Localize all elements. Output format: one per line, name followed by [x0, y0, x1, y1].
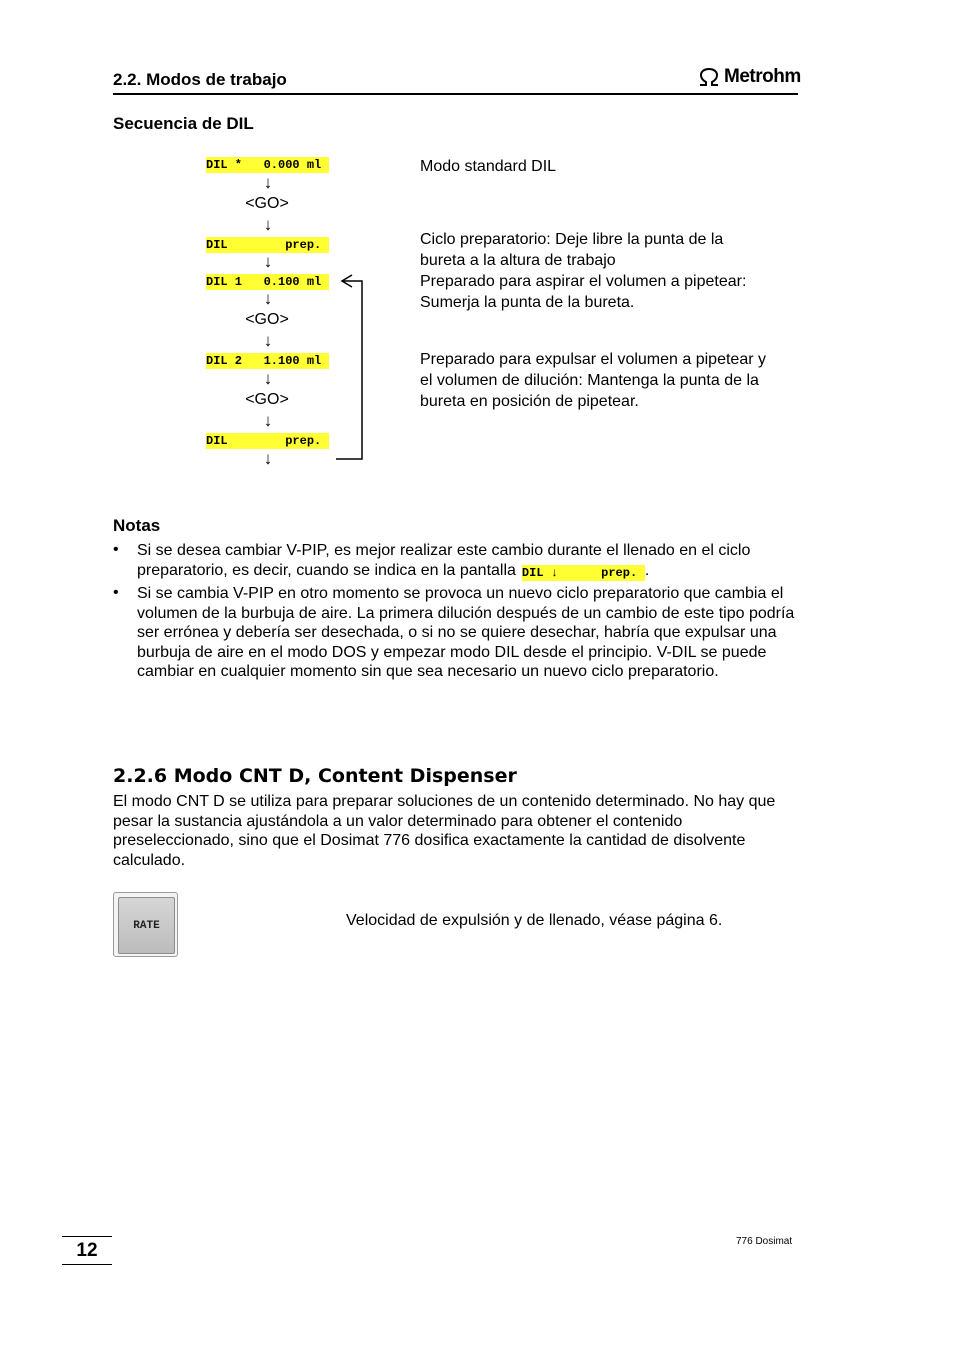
inline-lcd-display: DIL ↓ prep. [522, 565, 645, 581]
down-arrow-icon: ↓ [263, 173, 273, 192]
desc-expulsar-line2: el volumen de dilución: Mantenga la punta de la [420, 372, 759, 389]
section-heading: 2.2.6 Modo CNT D, Content Dispenser [113, 765, 517, 787]
rate-key [113, 892, 178, 957]
footer-rule [62, 1264, 112, 1265]
page-number: 12 [76, 1240, 98, 1261]
desc-modo-standard: Modo standard DIL [420, 158, 557, 175]
logo-text: Metrohm [724, 66, 801, 87]
lcd-display: DIL 1 0.100 ml [206, 274, 329, 290]
down-arrow-icon: ↓ [263, 411, 273, 430]
lcd-display: DIL * 0.000 ml [206, 157, 329, 173]
desc-aspirar-line2: Sumerja la punta de la bureta. [420, 294, 635, 311]
down-arrow-icon: ↓ [263, 369, 273, 388]
bullet-icon: • [113, 584, 119, 601]
desc-expulsar-line1: Preparado para expulsar el volumen a pipetear y [420, 351, 766, 368]
note-1-text: Si se desea cambiar V-PIP, es mejor realizar este cambio durante el llenado en el ciclo preparatorio, es decir, cuando se indica en la pantalla [137, 542, 751, 579]
bullet-icon: • [113, 541, 119, 558]
rate-key-description: Velocidad de expulsión y de llenado, véase página 6. [346, 912, 723, 929]
desc-ciclo-line1: Ciclo preparatorio: Deje libre la punta de la [420, 231, 724, 248]
down-arrow-icon: ↓ [263, 215, 273, 234]
down-arrow-icon: ↓ [263, 252, 273, 271]
lcd-display: DIL 2 1.100 ml [206, 353, 329, 369]
omega-icon [697, 67, 721, 87]
metrohm-logo [697, 66, 801, 88]
desc-ciclo-line2: bureta a la altura de trabajo [420, 252, 616, 269]
desc-aspirar-line1: Preparado para aspirar el volumen a pipetear: [420, 273, 747, 290]
section-paragraph: El modo CNT D se utiliza para preparar soluciones de un contenido determinado. No hay que pesar la sustancia ajustándola a un valor determinado para obtener el contenido preseleccionado, sino que el Dosimat 776 dosifica exactamente la cantidad de disolvente calculado. [113, 793, 776, 869]
loop-back-arrow [336, 272, 368, 464]
go-key-label: <GO> [245, 391, 289, 408]
down-arrow-icon: ↓ [263, 331, 273, 350]
lcd-display: DIL prep. [206, 237, 329, 253]
section-title: Secuencia de DIL [113, 114, 254, 133]
rate-key-label: RATE [118, 897, 175, 954]
notes-title: Notas [113, 516, 161, 535]
footer-rule-top [62, 1236, 112, 1237]
go-key-label: <GO> [245, 195, 289, 212]
lcd-display: DIL prep. [206, 433, 329, 449]
go-key-label: <GO> [245, 311, 289, 328]
down-arrow-icon: ↓ [263, 289, 273, 308]
header-rule [113, 93, 798, 95]
note-2: Si se cambia V-PIP en otro momento se provoca un nuevo ciclo preparatorio que cambia el volumen de la burbuja de aire. La primera dilución después de un cambio de este tipo podría ser errónea y debería ser desechada, o si no se quiere desechar, habría que expulsar una burbuja de aire en el modo DOS y empezar modo DIL desde el principio. V-DIL se puede cambiar en cualquier momento sin que sea necesario un nuevo ciclo preparatorio. [137, 585, 795, 680]
note-1 [137, 541, 799, 581]
running-header: 2.2. Modos de trabajo [113, 70, 287, 89]
desc-expulsar-line3: bureta en posición de pipetear. [420, 393, 639, 410]
note-1-end: . [644, 561, 650, 579]
down-arrow-icon: ↓ [263, 449, 273, 468]
product-name: 776 Dosimat [736, 1236, 793, 1247]
